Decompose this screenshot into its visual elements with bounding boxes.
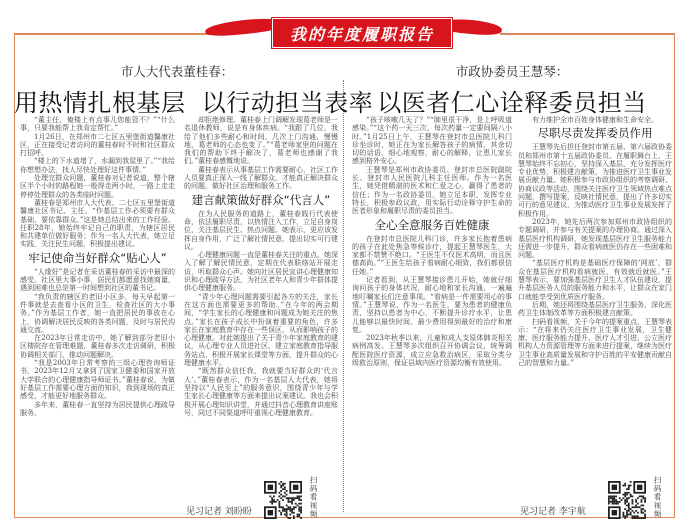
left-footer — [186, 476, 319, 519]
left-byline: 见习记者 刘盼盼 — [186, 506, 252, 517]
right-subtitle: 市政协委员王慧琴： — [455, 64, 569, 79]
paragraph: “青少年心理问题需要引起各方的关注，家长在这方面也需要更多的帮助。”在今年的两会期间，“学生家长的心理健康和问题成为她关注的焦点。”家长在孩子成长中扮演着重要的角色，许多家长在家庭教育中存在一些误区，从而影响孩子的心理健康。对此她提出了关于青少年家庭教育的建议，从心理专业人员进社区、建立家庭教育指导服务站点、积极开展家长课堂等方面，提升群众的心理健康水平。 — [184, 292, 338, 368]
paragraph: “孩子咳嗽几天了？”“肺里很干净，是上呼吸道感染。”“这个药一天三次，每次药量一定要间隔八小时。”1月25日上午，王慧琴在登封市总医院儿科门诊坐诊时，她正在为家长解答孩子的病情，其余切切的话语，细心地观察，耐心的解释，让患儿家长感到格外安心。 — [352, 116, 512, 166]
qr-code-icon[interactable] — [608, 481, 646, 519]
paragraph: 在2023年日常走访中，她了解到部分老旧小区楼院存在管理难题，董桂春多次走访调研，积极协调相关部门，推动问题解决。 — [20, 334, 175, 359]
left-section-heading-1: 牢记使命当好群众“贴心人” — [28, 250, 167, 265]
left-col-2 — [184, 116, 338, 417]
right-col-2 — [518, 116, 672, 367]
paragraph: “董主任，俺楼上有点事儿您能管不？”“什么事，只要我能帮上我肯定帮忙。” — [20, 116, 175, 133]
paragraph: 有力维护全市百姓身体健康和生命安全。 — [532, 116, 658, 124]
scan-video-label: 扫码看视频 — [309, 476, 318, 519]
paragraph: “楼上的下水道堵了，水漏到我屋里了。”“我给你想想办法，找人尽快处理好这件事情。” — [20, 157, 175, 174]
right-footer — [520, 476, 663, 519]
paragraph: 后期，她还将围绕基层医疗卫生服务、深化医药卫生体制改革等方面积极建言献策。 — [518, 300, 672, 318]
section-banner — [272, 18, 452, 48]
paragraph: 却拒绝修理。董桂春上门调解发现葛老师是一名退休教师，说是有身体疾病。“我跟了几位，我给了他们多些耐心和时间，几次上门沟通，慢慢地，葛老师的心态也变了。”“葛老师家里的问题在我们的帮助下终于解决了，葛老师也感谢了我们。”董桂春感慨地说。 — [184, 116, 338, 166]
paragraph: “我是2003年日常考察的三级心理咨询师证书，2023年12月又拿到了国家卫健委和国家开放大学联合的心理健康指导师证书。”董桂春说，为做好基层工作需要心理方面的知识，我到现场的真正感受，才能更好地服务群众。 — [20, 359, 175, 401]
left-subtitle: 市人大代表董桂春： — [120, 64, 234, 79]
paragraph: 董桂春是郑州市人大代表、二七区五里堡街道馨康社区书记、主任。“作基层工作必须要有群众基础，要依靠群众。”这是她总结出来的工作经验。任职28年，她始终牢记自己的职责，为辖区居民和共建单位做好服务；作为一名人大代表，她立足实践，关注民生问题，积极提出建议。 — [20, 198, 175, 249]
paragraph: 在登封市总医院儿科门诊，许多家长抱着患病的孩子在此处焦急等候诊疗，提起王慧琴医生，大家都不禁赞不绝口。“王医生不仅医术高明，而且医德高尚。”“王医生给孩子看病耐心细致，我们都很信任她。” — [352, 234, 512, 276]
paragraph: 2023年，她先后两次参加郑州市政协组织的专题调研，并参与有关提案的办理协商。通过深入基层医疗机构调研，她发现基层医疗卫生服务能力还需进一步提升，群众看病就医仍存在一些困难和问题。 — [518, 217, 672, 260]
column-divider — [343, 80, 344, 512]
paragraph: “我负责的辖区的老旧小区多，每天早起第一件事就是去查看小区的卫生，检查社区的大小事务。”作为基层工作者，她一直把居民的事放在心上，协调解决居民反映的各类问题，及时与居民沟通交流。 — [20, 292, 175, 334]
right-col-1 — [352, 116, 512, 367]
left-headline: 用热情扎根基层 以行动担当表率 — [14, 89, 374, 117]
paragraph: 处理完群众问题，董桂春对记者说道，整个辖区半个小时的路程她一般得走两小时，一路上走走停停处理群众的各类临时问题。 — [20, 174, 175, 199]
paragraph: 在为人民服务的道路上，董桂春践行代表使命，依法履职尽责，以热情注入工作，立足自身岗位，关注基层民生、热点问题。她表示，更应该发挥自身作用，广泛了解社情民意，提出切实可行建议。 — [184, 209, 338, 251]
right-headline: 以医者仁心诠释委员担当 — [377, 89, 647, 117]
left-section-heading-2: 建言献策做好群众“代言人” — [191, 192, 331, 207]
paragraph: “既然群众信任我，我就要当好群众的‘代言人’。”董桂春表示，作为一名基层人大代表，她将坚持以“人民至上”的服务意识，围绕青少年与学生家长心理健康等方面来提出议案建议。我也会积极开展心理知识讲堂，并通过抖音心理教育讲座账号，同过不同渠道呼吁重视心理健康教育。 — [184, 367, 338, 417]
paragraph: 2023年秋季以来，儿童和成人支原体肺炎相关病例高发。王慧琴多次组织召开协调会议，统筹调配医院医疗资源，成立应急救治病区，采取分类分级救治原则，保证县域内医疗资源均衡有效使用。 — [352, 334, 512, 368]
paragraph: 扫码看视频，关于今年的提案重点，王慧琴表示：“在将来仍关注医疗卫生事业发展，卫生健康、医疗服务能力提升、医疗人才引进、公立医疗机构人力资源管理等方面来进行提案，继续为医疗卫生事业高质量发展和守护百姓的平安健康贡献自己的智慧和力量。” — [518, 317, 672, 368]
paragraph: 董桂春表示从事基层工作需要耐心，社区工作人员要真正深入一线了解群众，才能真正解决群众的问题，做好社区治理和服务工作。 — [184, 165, 338, 191]
paragraph: “人缘好”是记者在采访董桂春的采访中最深的感受。社区里大事小事，居民们都愿意找她商量，遇到困难也总是第一时间想到社区的董书记。 — [20, 267, 175, 293]
paragraph: “基层医疗机构是基础医疗保障的‘网底’，群众在基层医疗机构看病就医，有效就近就医。”王慧琴表示，要加强基层医疗卫生人才队伍建设，提升基层医务人员的服务能力和水平，让群众在家门口就能享受到优质医疗服务。 — [518, 259, 672, 301]
paragraph: 1月26日，在郑州市二七区五里堡街道馨康社区，正在接受记者访问的董桂春时不时和社区群众打招呼。 — [20, 132, 175, 158]
paragraph: 王慧琴先后担任登封市第五届、第六届政协委员和郑州市第十五届政协委员。在履职舞台上，王慧琴始终不忘初心，坚持深入基层，充分发挥医疗专业优势，积极建言献策，为推进医疗卫生事业发展贡献力量。她积极参与市政协组织的考察调研、协商议政等活动，围绕关注医疗卫生领域热点难点问题，撰写提案，反映社情民意，提出了许多切实可行的意见建议，为推动医疗卫生事业发展发挥了积极作用。 — [518, 143, 672, 218]
paragraph: 多年来，董桂春一直坚持为居民提供心理疏导服务。 — [20, 400, 175, 417]
qr-code-icon[interactable] — [264, 481, 302, 519]
paragraph: 心理健康问题一直是董桂春关注的重点。她深入了解了解民情民意，定期在代表联络站开展走访，听取群众心声。她向社区居民宣讲心理健康知识和心理疏导方法，为社区老年人和青少年群体提供心理健康服务。 — [184, 251, 338, 293]
paragraph: 记者看到，从王慧琴接诊患儿开始，她就仔细询问孩子的身体状况，耐心地和家长沟通，一遍遍地叮嘱家长们注意事项。“看病是一件需要用心的事情。”王慧琴说，作为一名医生，要为患者的健康负责，坚持以患者为中心，不断提升诊疗水平，让患儿能够以最快时间、最少费用得到最好的治疗和康复。 — [352, 276, 512, 334]
right-section-heading-1: 全心全意服务百姓健康 — [374, 217, 490, 232]
paragraph: 王慧琴是郑州市政协委员、登封市总医院副院长、登封市人民医院儿科主任医师。作为一名医生，她凭借精湛的医术和仁爱之心，赢得了患者的信任；作为一名政协委员，她立足本职，发挥专业特长，积极参政议政，用实际行动诠释守护生命的医者形象和履职尽责的委员担当。 — [352, 165, 512, 216]
scan-video-label: 扫码看视频 — [653, 476, 662, 519]
right-byline: 见习记者 李宇航 — [520, 506, 586, 517]
right-section-heading-2: 尽职尽责发挥委员作用 — [537, 126, 653, 141]
left-col-1 — [20, 116, 175, 417]
banner-title: 我的年度履职报告 — [289, 24, 434, 44]
